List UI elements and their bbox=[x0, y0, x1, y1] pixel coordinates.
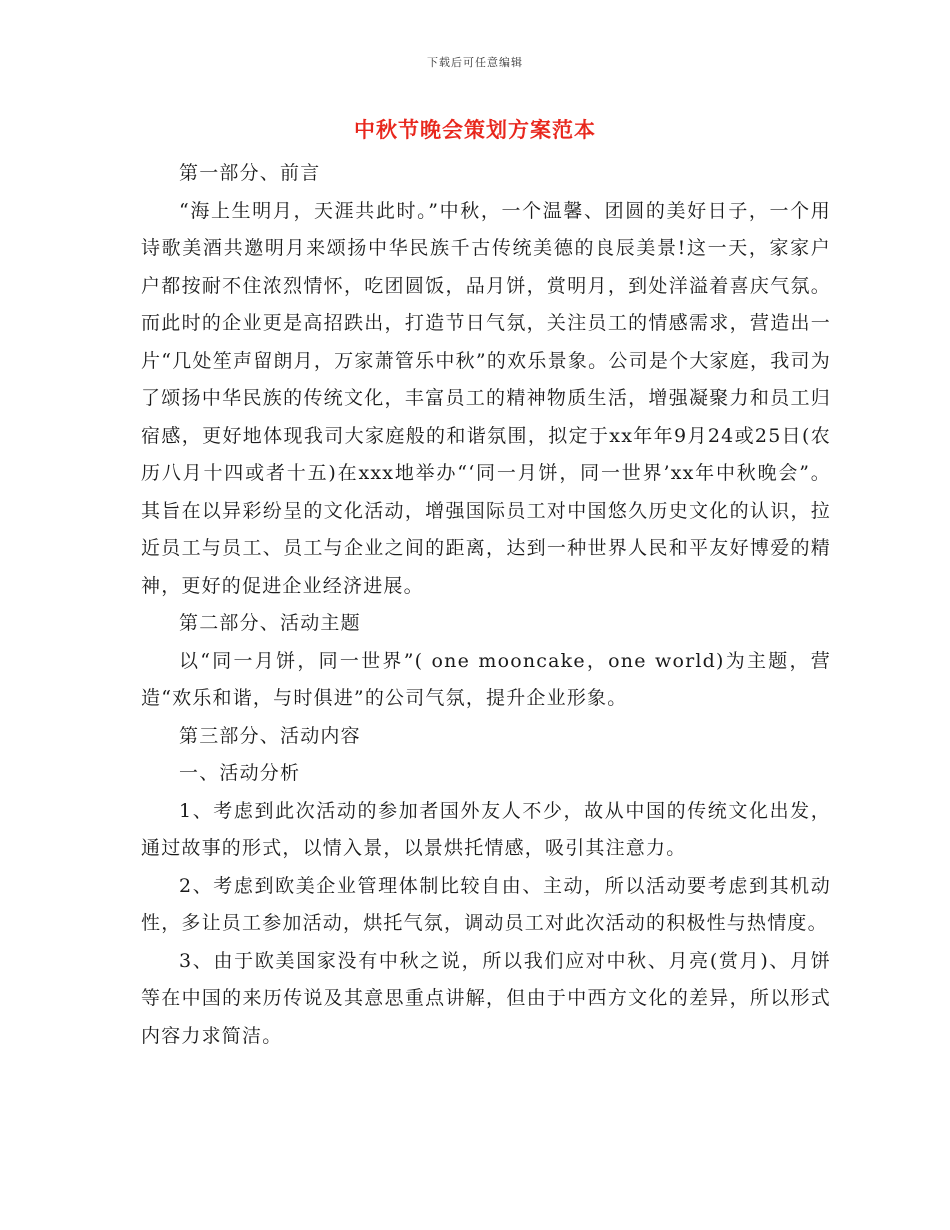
section-heading-preface: 第一部分、前言 bbox=[179, 162, 321, 184]
header-note: 下载后可任意编辑 bbox=[427, 56, 523, 69]
document-body bbox=[141, 155, 831, 1055]
list-item-1: 1、考虑到此次活动的参加者国外友人不少，故从中国的传统文化出发，通过故事的形式，以情入景，以景烘托情感，吸引其注意力。 bbox=[141, 799, 831, 859]
document-title: 中秋节晚会策划方案范本 bbox=[354, 117, 596, 142]
paragraph-preface: “海上生明月，天涯共此时。”中秋，一个温馨、团圆的美好日子，一个用诗歌美酒共邀明月来颂扬中华民族千古传统美德的良辰美景!这一天，家家户户都按耐不住浓烈情怀，吃团圆饭，品月饼，赏明月，到处洋溢着喜庆气氛。而此时的企业更是高招跌出，打造节日气氛，关注员工的情感需求，营造出一片“几处笙声留朗月，万家萧管乐中秋”的欢乐景象。公司是个大家庭，我司为了颂扬中华民族的传统文化，丰富员工的精神物质生活，增强凝聚力和员工归宿感，更好地体现我司大家庭般的和谐氛围，拟定于xx年年9月24或25日(农历八月十四或者十五)在xxx地举办“‘同一月饼，同一世界’xx年中秋晚会”。其旨在以异彩纷呈的文化活动，增强国际员工对中国悠久历史文化的认识，拉近员工与员工、员工与企业之间的距离，达到一种世界人民和平友好博爱的精神，更好的促进企业经济进展。 bbox=[141, 199, 831, 597]
section-heading-theme: 第二部分、活动主题 bbox=[179, 612, 361, 634]
section-heading-content: 第三部分、活动内容 bbox=[179, 724, 361, 747]
list-item-3: 3、由于欧美国家没有中秋之说，所以我们应对中秋、月亮(赏月)、月饼等在中国的来历传说及其意思重点讲解，但由于中西方文化的差异，所以形式内容力求简洁。 bbox=[141, 949, 831, 1047]
paragraph-theme: 以“同一月饼，同一世界”( one mooncake，one world)为主题，营造“欢乐和谐，与时俱进”的公司气氛，提升企业形象。 bbox=[141, 649, 831, 709]
subheading-analysis: 一、活动分析 bbox=[179, 762, 301, 784]
list-item-2: 2、考虑到欧美企业管理体制比较自由、主动，所以活动要考虑到其机动性，多让员工参加活动，烘托气氛，调动员工对此次活动的积极性与热情度。 bbox=[141, 874, 831, 934]
